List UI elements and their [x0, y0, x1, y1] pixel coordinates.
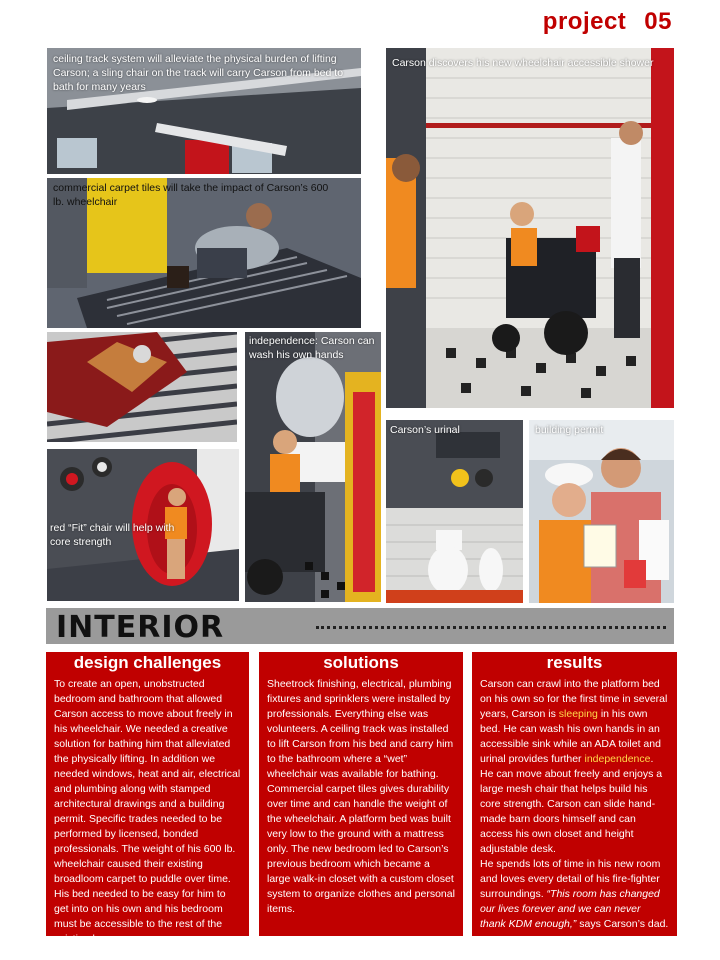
- results-text-2: in his own bed. He can wash his own hands in an accessible sink while an ADA toilet and urinal provides further: [480, 708, 661, 765]
- section-divider-dots: [316, 626, 666, 629]
- urinal-image: [386, 420, 523, 603]
- page-header: [543, 8, 672, 36]
- caption-building-permit: building permit: [535, 424, 604, 436]
- photo-building-permit: [529, 420, 674, 603]
- header-number: 05: [644, 8, 672, 35]
- fire-pillow-image: [47, 332, 237, 442]
- results-quote: “This room has changed our lives forever and we can never thank KDM enough,”: [480, 888, 660, 930]
- caption-urinal: Carson’s urinal: [390, 424, 460, 436]
- column-design-challenges: [46, 652, 249, 945]
- independence-image: [245, 332, 381, 602]
- results-attribution: says Carson’s dad.: [579, 918, 669, 930]
- column-body-results: [480, 677, 669, 857]
- section-title: INTERIOR: [56, 610, 225, 645]
- results-text-1: Carson can crawl into the platform bed on his own so for the first time in several years, Carson is: [480, 678, 668, 720]
- shower-image: [386, 48, 674, 408]
- results-highlight-sleeping: sleeping: [558, 708, 598, 720]
- photo-red-chair: [47, 449, 239, 601]
- photo-independence: [245, 332, 381, 602]
- building-permit-image: [529, 420, 674, 603]
- column-solutions: [259, 652, 463, 936]
- photo-fire-pillow: [47, 332, 237, 442]
- caption-ceiling-track: ceiling track system will alleviate the physical burden of lifting Carson; a sling chair on the track will carry Carson from bed to bath for many years: [53, 53, 344, 93]
- column-body-results-2: [480, 857, 669, 932]
- caption-independence: independence: Carson can wash his own hands: [249, 335, 375, 361]
- results-highlight-independence: independence: [584, 753, 651, 765]
- results-text-3: . He can move about freely and enjoys a large mesh chair that helps build his core strength. Carson can slide hand-made barn doors himself and can access his own closet and height adjustable desk.: [480, 753, 663, 855]
- caption-shower: Carson discovers his new wheelchair accessible shower: [392, 57, 654, 69]
- photo-ceiling-track: [47, 48, 361, 174]
- column-body-design-challenges: To create an open, unobstructed bedroom and bathroom that allowed Carson access to move about freely in his wheelchair. We needed a creative solution for bathing him that alleviated the physically lifting. In addition we needed windows, heat and air, electrical and plumbing along with stamped architectural drawings and a building permit. Specific trades needed to be performed by licensed, bonded professionals. The weight of his 600 lb. wheelchair caused their existing broadloom carpet to puddle over time. His bed needed to be easy for him to get into on his own and his bedroom must be accessible to the rest of the existing home.: [54, 678, 241, 945]
- column-title-results: results: [546, 653, 603, 672]
- photo-carpet-tiles: [47, 178, 361, 328]
- header-word: project: [542, 8, 627, 35]
- column-results: [472, 652, 677, 936]
- photo-shower: [386, 48, 674, 408]
- results-text-4: He spends lots of time in his new room and loves every detail of his fire-fighter surroundings.: [480, 858, 661, 900]
- section-bar: [46, 608, 674, 644]
- caption-carpet-tiles: commercial carpet tiles will take the impact of Carson’s 600 lb. wheelchair: [53, 182, 329, 208]
- caption-red-chair: red “Fit” chair will help with core strength: [50, 522, 175, 548]
- column-body-solutions: Sheetrock finishing, electrical, plumbing fixtures and sprinklers were installed by professionals. Everything else was volunteers. A ceiling track was installed to lift Carson from his bed and carry him to the bathroom where a “wet” wheelchair was available for bathing. Commercial carpet tiles gives durability over time and can handle the weight of the wheelchair. A platform bed was built very low to the ground with a mattress only. The new bedroom led to Carson’s previous bedroom which became a large walk-in closet with a custom closet system to organize clothes and personal items.: [267, 678, 455, 915]
- column-title-design-challenges: design challenges: [73, 653, 222, 672]
- photo-urinal: [386, 420, 523, 603]
- column-title-solutions: solutions: [323, 653, 399, 672]
